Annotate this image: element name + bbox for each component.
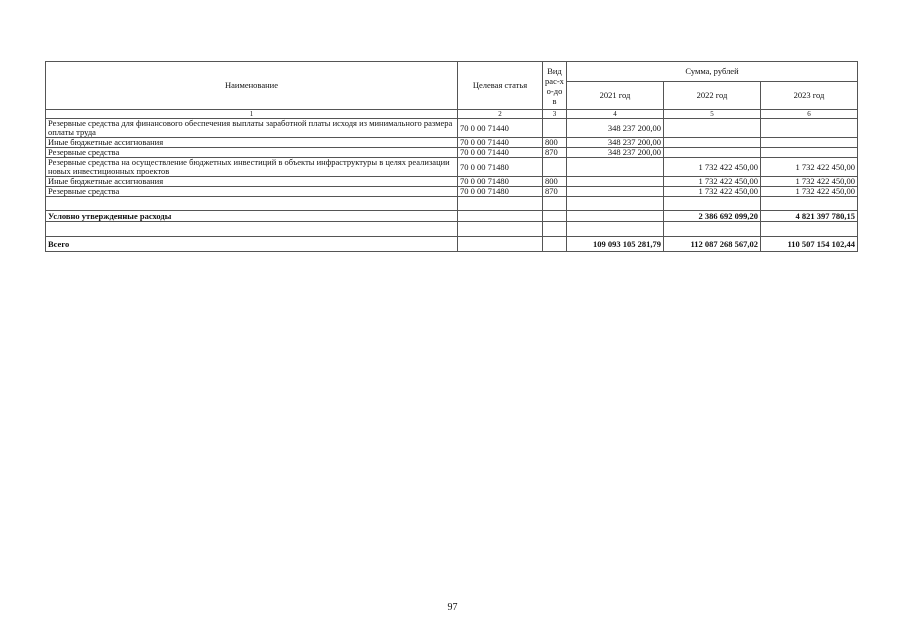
cell-target-article: 70 0 00 71440 xyxy=(458,138,543,148)
cell-target-article: 70 0 00 71480 xyxy=(458,158,543,177)
cell-amount-2023 xyxy=(761,148,858,158)
cell-amount-2022: 1 732 422 450,00 xyxy=(664,177,761,187)
column-number-row xyxy=(46,110,858,119)
cell-expense-kind xyxy=(543,119,567,138)
cell-amount-2023: 1 732 422 450,00 xyxy=(761,187,858,197)
cell-amount-2022: 1 732 422 450,00 xyxy=(664,187,761,197)
cell-amount-2021: 109 093 105 281,79 xyxy=(567,237,664,252)
cell-target-article xyxy=(458,197,543,211)
column-number: 6 xyxy=(761,110,858,119)
cell-expense-kind xyxy=(543,222,567,237)
table-row xyxy=(46,237,858,252)
header-target-article: Целевая статья xyxy=(458,62,543,110)
cell-amount-2023: 110 507 154 102,44 xyxy=(761,237,858,252)
cell-target-article: 70 0 00 71480 xyxy=(458,187,543,197)
cell-name: Резервные средства xyxy=(46,148,458,158)
cell-amount-2023 xyxy=(761,197,858,211)
cell-amount-2021 xyxy=(567,187,664,197)
header-year-2021: 2021 год xyxy=(567,82,664,110)
cell-amount-2021 xyxy=(567,222,664,237)
column-number: 3 xyxy=(543,110,567,119)
cell-amount-2021: 348 237 200,00 xyxy=(567,148,664,158)
cell-name xyxy=(46,222,458,237)
cell-target-article xyxy=(458,222,543,237)
cell-amount-2022 xyxy=(664,197,761,211)
header-name: Наименование xyxy=(46,62,458,110)
cell-expense-kind xyxy=(543,237,567,252)
cell-amount-2022 xyxy=(664,119,761,138)
cell-amount-2022 xyxy=(664,148,761,158)
table-row xyxy=(46,187,858,197)
cell-name: Резервные средства xyxy=(46,187,458,197)
cell-amount-2023: 1 732 422 450,00 xyxy=(761,158,858,177)
cell-name: Иные бюджетные ассигнования xyxy=(46,138,458,148)
cell-amount-2022 xyxy=(664,222,761,237)
cell-name: Условно утвержденные расходы xyxy=(46,211,458,222)
table-row xyxy=(46,158,858,177)
cell-amount-2021: 348 237 200,00 xyxy=(567,119,664,138)
cell-amount-2023 xyxy=(761,222,858,237)
cell-amount-2022: 2 386 692 099,20 xyxy=(664,211,761,222)
cell-name xyxy=(46,197,458,211)
cell-target-article: 70 0 00 71440 xyxy=(458,119,543,138)
cell-target-article: 70 0 00 71480 xyxy=(458,177,543,187)
cell-expense-kind: 800 xyxy=(543,138,567,148)
cell-target-article xyxy=(458,211,543,222)
cell-amount-2021 xyxy=(567,177,664,187)
cell-expense-kind: 800 xyxy=(543,177,567,187)
cell-name: Резервные средства на осуществление бюджетных инвестиций в объекты инфраструктуры в целях реализации новых инвестиционных проектов xyxy=(46,158,458,177)
column-number: 5 xyxy=(664,110,761,119)
table-row xyxy=(46,138,858,148)
cell-amount-2021: 348 237 200,00 xyxy=(567,138,664,148)
cell-expense-kind xyxy=(543,211,567,222)
cell-target-article: 70 0 00 71440 xyxy=(458,148,543,158)
cell-name: Резервные средства для финансового обеспечения выплаты заработной платы исходя из минимального размера оплаты труда xyxy=(46,119,458,138)
header-expense-kind: Вид рас-хо-дов xyxy=(543,62,567,110)
cell-amount-2021 xyxy=(567,158,664,177)
cell-expense-kind: 870 xyxy=(543,187,567,197)
cell-name: Всего xyxy=(46,237,458,252)
cell-amount-2023 xyxy=(761,138,858,148)
cell-amount-2022 xyxy=(664,138,761,148)
cell-amount-2023: 1 732 422 450,00 xyxy=(761,177,858,187)
cell-amount-2021 xyxy=(567,211,664,222)
cell-name: Иные бюджетные ассигнования xyxy=(46,177,458,187)
cell-amount-2022: 1 732 422 450,00 xyxy=(664,158,761,177)
cell-amount-2023: 4 821 397 780,15 xyxy=(761,211,858,222)
table-row xyxy=(46,222,858,237)
cell-amount-2023 xyxy=(761,119,858,138)
header-row xyxy=(46,62,858,82)
cell-expense-kind: 870 xyxy=(543,148,567,158)
column-number: 2 xyxy=(458,110,543,119)
header-sum: Сумма, рублей xyxy=(567,62,858,82)
table-row xyxy=(46,177,858,187)
page-number: 97 xyxy=(447,602,458,613)
table-row xyxy=(46,197,858,211)
column-number: 4 xyxy=(567,110,664,119)
budget-table xyxy=(45,61,858,252)
header-year-2023: 2023 год xyxy=(761,82,858,110)
table-row xyxy=(46,211,858,222)
cell-expense-kind xyxy=(543,197,567,211)
header-year-2022: 2022 год xyxy=(664,82,761,110)
column-number: 1 xyxy=(46,110,458,119)
cell-amount-2021 xyxy=(567,197,664,211)
table-row xyxy=(46,148,858,158)
cell-target-article xyxy=(458,237,543,252)
cell-amount-2022: 112 087 268 567,02 xyxy=(664,237,761,252)
cell-expense-kind xyxy=(543,158,567,177)
table-row xyxy=(46,119,858,138)
